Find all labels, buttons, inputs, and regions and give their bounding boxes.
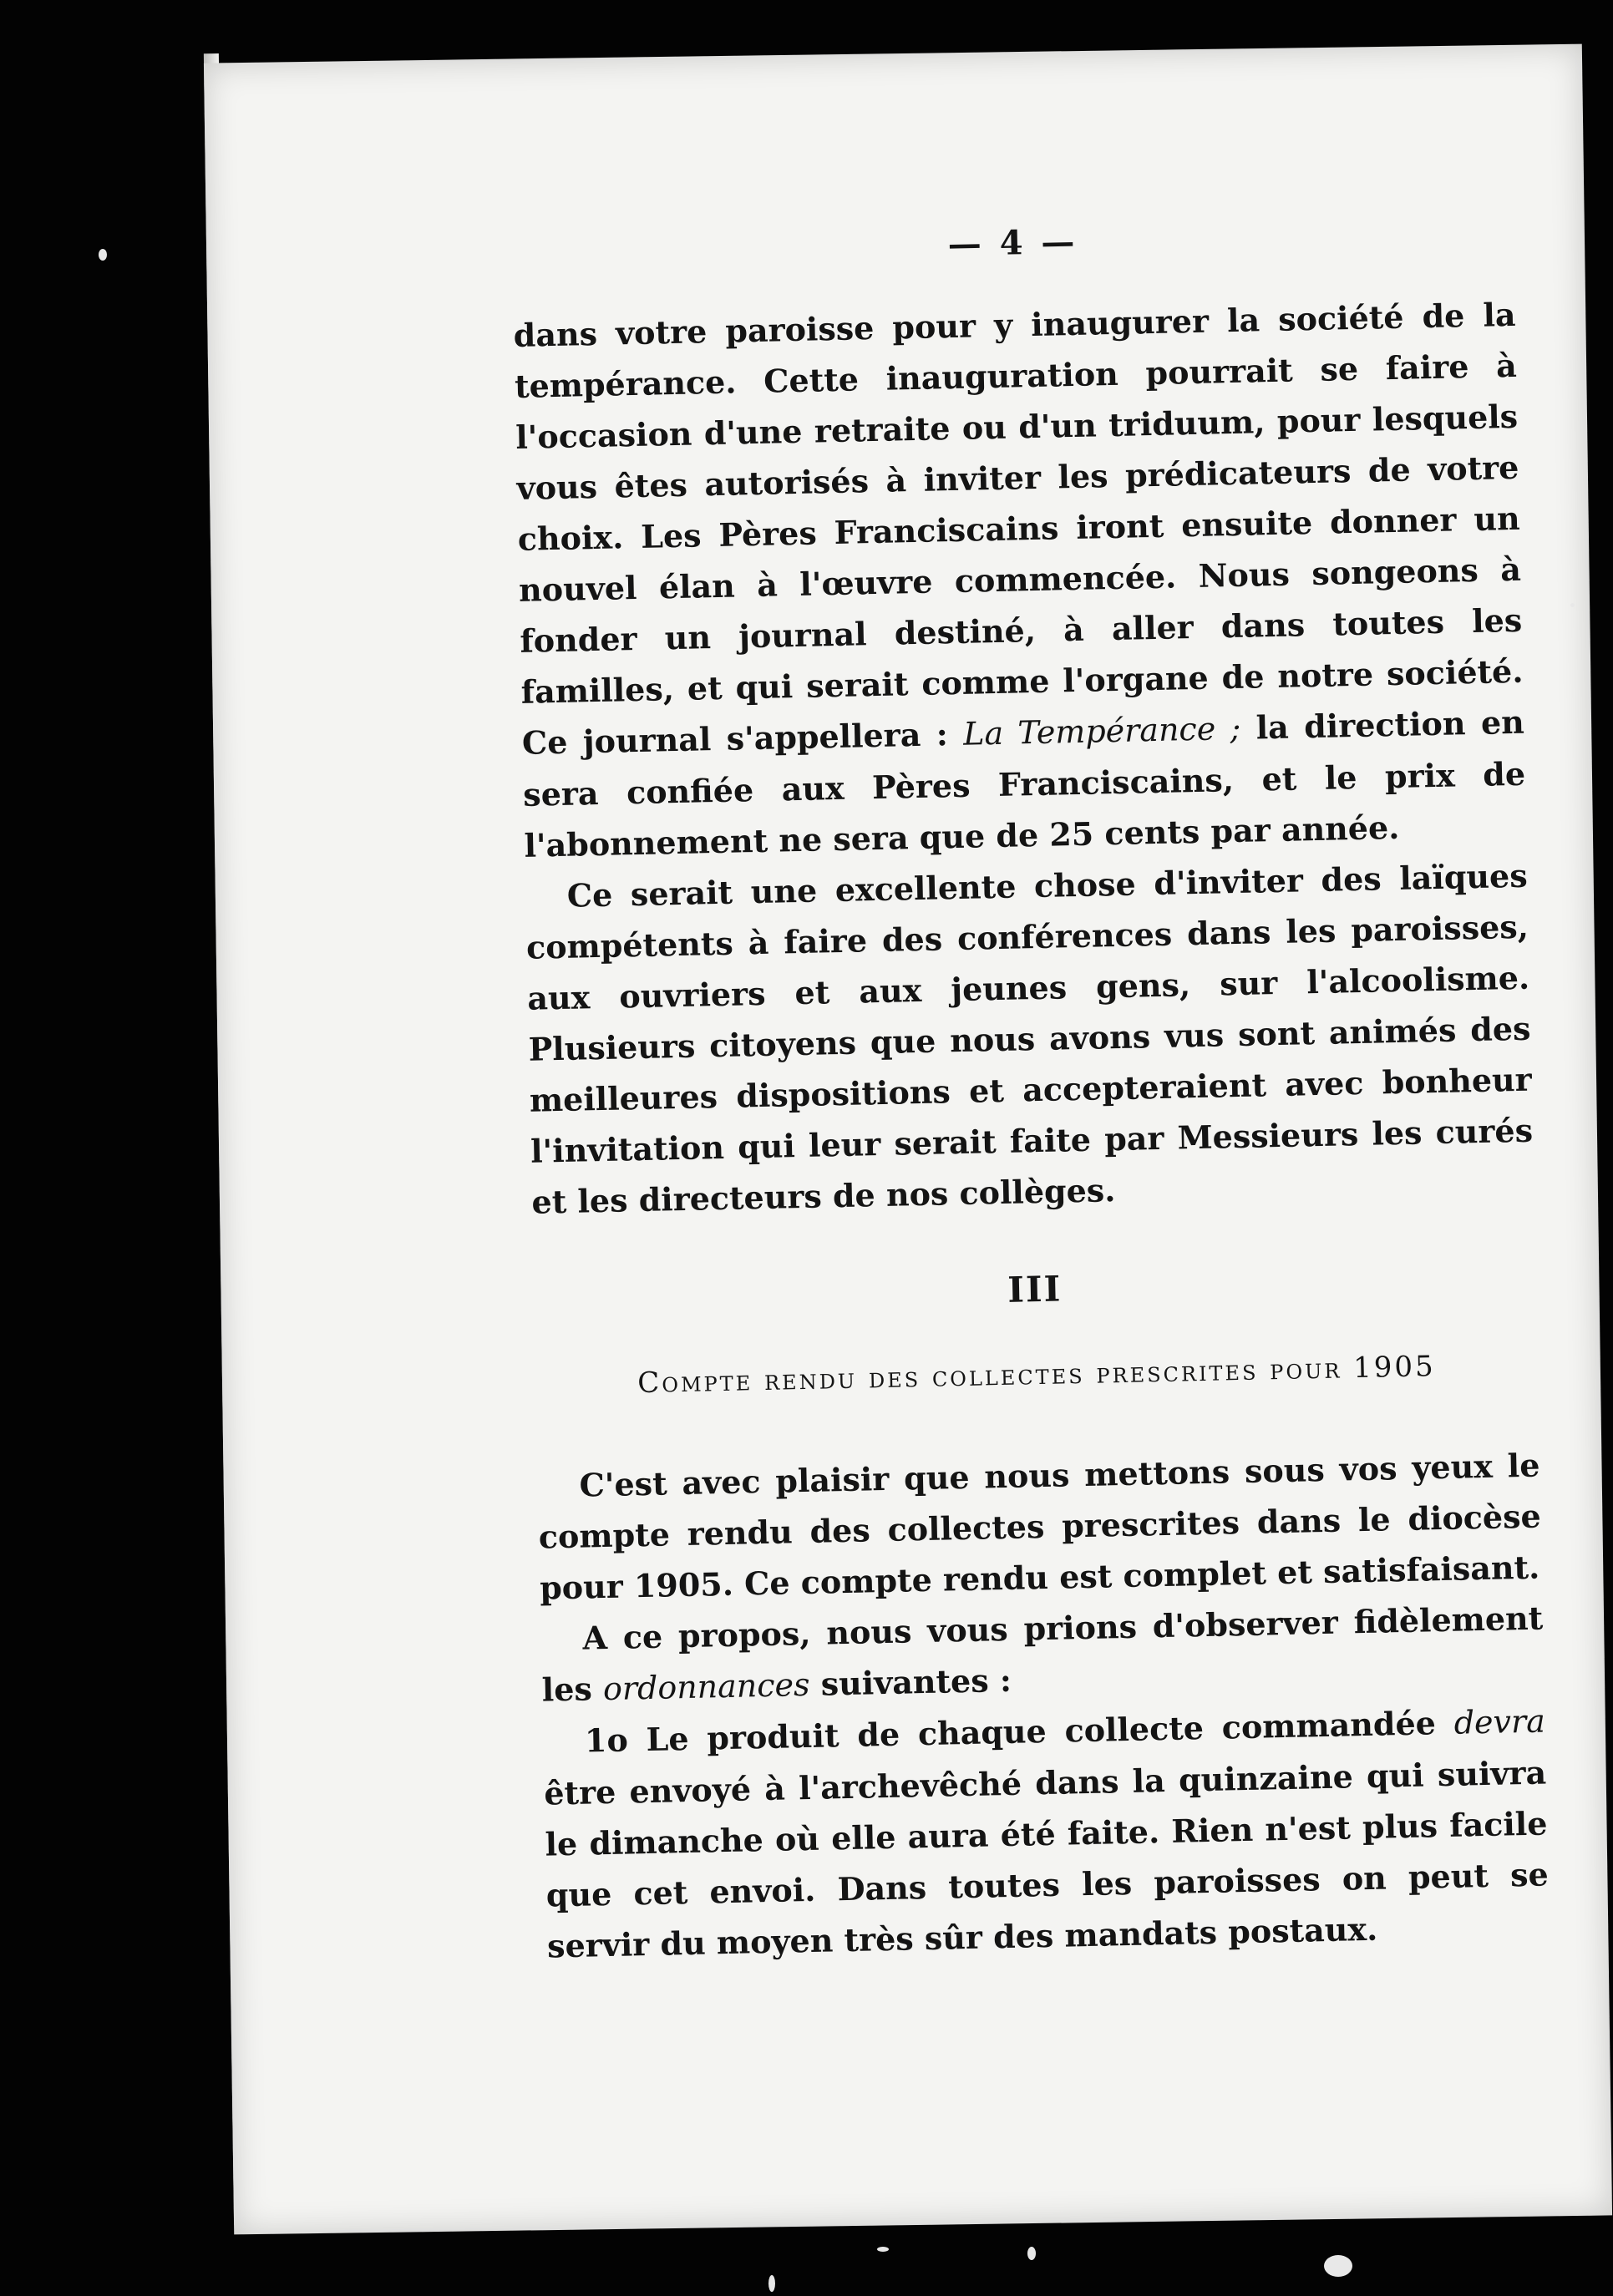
paragraph-ordonnance-1 xyxy=(542,1695,1550,1971)
document-text xyxy=(511,205,1550,1972)
paragraph-text: être envoyé à l'archevêché dans la quinzaine qui suivra le dimanche où elle aura été faite. Rien n'est plus facile que cet envoi. Dans toutes les paroisses on peut se servir du moyen très sûr des mandats postaux. xyxy=(543,1753,1550,1965)
dust-speck xyxy=(1027,2247,1036,2260)
paragraph-text: la direction en sera confiée aux Pères Franciscains, et le prix de l'abonnement ne sera que de 25 cents par année. xyxy=(522,702,1526,864)
paragraph-conferences: Ce serait une excellente chose d'inviter des laïques compétents à faire des conférences dans les paroisses, aux ouvriers et aux jeunes gens, sur l'alcoolisme. Plusieurs citoyens que nous avons vus sont animés des meilleures dispositions et accepteraient avec bonheur l'invitation qui leur serait faite par Messieurs les curés et les directeurs de nos collèges. xyxy=(525,856,1534,1221)
dust-speck xyxy=(1324,2255,1352,2277)
dust-speck xyxy=(99,249,107,261)
paragraph-text: dans votre paroisse pour y inaugurer la société de la tempérance. Cette inauguration pourrait se faire à l'occasion d'une retraite ou d'un triduum, pour lesquels vous êtes autorisés à inviter les prédicateurs de votre choix. Les Pères Franciscains iront ensuite donner un nouvel élan à l'œuvre commencée. Nous songeons à fonder un journal destiné, à aller dans toutes les familles, et qui serait comme l'organe de notre société. Ce journal s'appellera : xyxy=(513,295,1524,762)
section-title: Compte rendu des collectes prescrites pour 1905 xyxy=(637,1350,1437,1401)
dust-speck xyxy=(877,2247,889,2252)
dust-speck xyxy=(768,2275,775,2292)
paragraph-collectes-report: C'est avec plaisir que nous mettons sous vos yeux le compte rendu des collectes prescrites dans le diocèse pour 1905. Ce compte rendu est complet et satisfaisant. xyxy=(538,1446,1542,1607)
devra-italic: devra xyxy=(1453,1702,1546,1741)
paragraph-temperance-society xyxy=(513,289,1527,871)
journal-title: La Tempérance ; xyxy=(962,709,1241,753)
dust-speck xyxy=(1570,603,1575,607)
paragraph-text: A ce propos, nous vous prions d'observer fidèlement les xyxy=(541,1599,1544,1709)
ordonnances-italic: ordonnances xyxy=(602,1665,810,1708)
page-number: — 4 — xyxy=(947,221,1078,265)
paragraph-text: 1o Le produit de chaque collecte commandée xyxy=(584,1703,1455,1760)
section-numeral: III xyxy=(1007,1268,1063,1310)
paragraph-text: suivantes : xyxy=(809,1660,1012,1703)
